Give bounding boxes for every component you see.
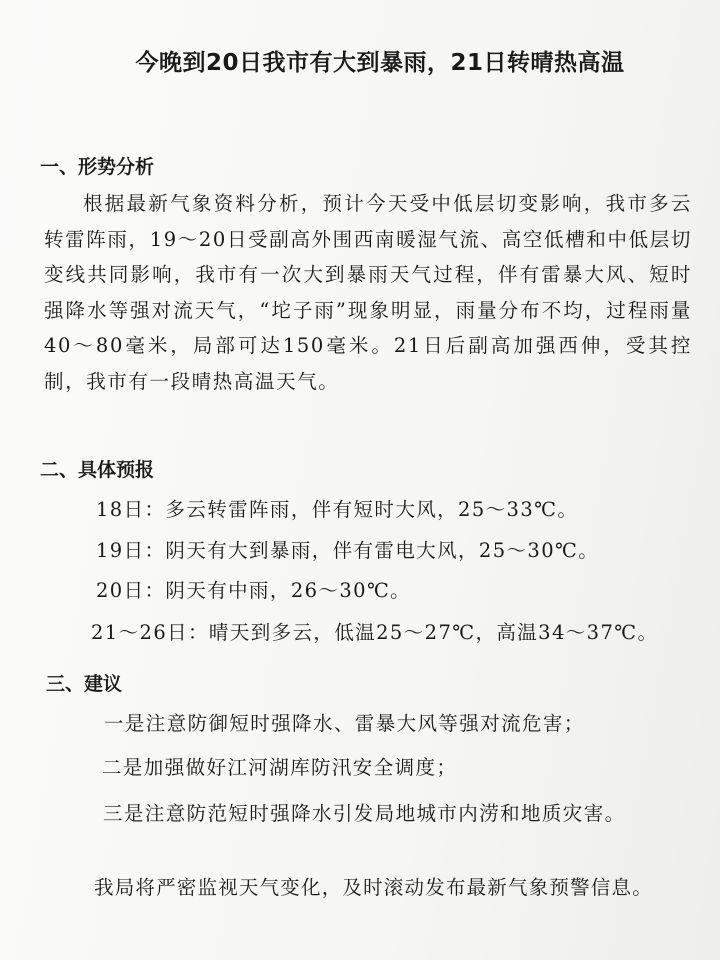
situation-analysis-paragraph: 根据最新气象资料分析，预计今天受中低层切变影响，我市多云转雷阵雨，19～20日受副高外围西南暖湿气流、高空低槽和中低层切变线共同影响，我市有一次大到暴雨天气过程，伴有雷暴大风、短时强降水等强对流天气，“坨子雨”现象明显，雨量分布不均，过程雨量40～80毫米，局部可达150毫米。21日后副高加强西伸，受其控制，我市有一段晴热高温天气。 xyxy=(44,192,692,393)
forecast-item: 18日：多云转雷阵雨，伴有短时大风，25～33℃。 xyxy=(96,498,579,521)
suggestion-item: 一是注意防御短时强降水、雷暴大风等强对流危害； xyxy=(104,712,585,735)
section-heading-specific-forecast: 二、具体预报 xyxy=(40,459,155,481)
forecast-item: 20日：阴天有中雨，26～30℃。 xyxy=(96,579,412,602)
document-title: 今晚到20日我市有大到暴雨，21日转晴热高温 xyxy=(135,50,625,76)
section-heading-situation-analysis: 一、形势分析 xyxy=(40,156,155,178)
forecast-item: 19日：阴天有大到暴雨，伴有雷电大风，25～30℃。 xyxy=(96,539,600,562)
suggestion-item: 二是加强做好江河湖库防汛安全调度； xyxy=(102,756,458,779)
forecast-item: 21～26日：晴天到多云，低温25～27℃，高温34～37℃。 xyxy=(91,621,659,644)
section-heading-suggestions: 三、建议 xyxy=(46,673,123,695)
closing-statement: 我局将严密监视天气变化，及时滚动发布最新气象预警信息。 xyxy=(94,876,653,899)
suggestion-item: 三是注意防范短时强降水引发局地城市内涝和地质灾害。 xyxy=(103,802,626,825)
